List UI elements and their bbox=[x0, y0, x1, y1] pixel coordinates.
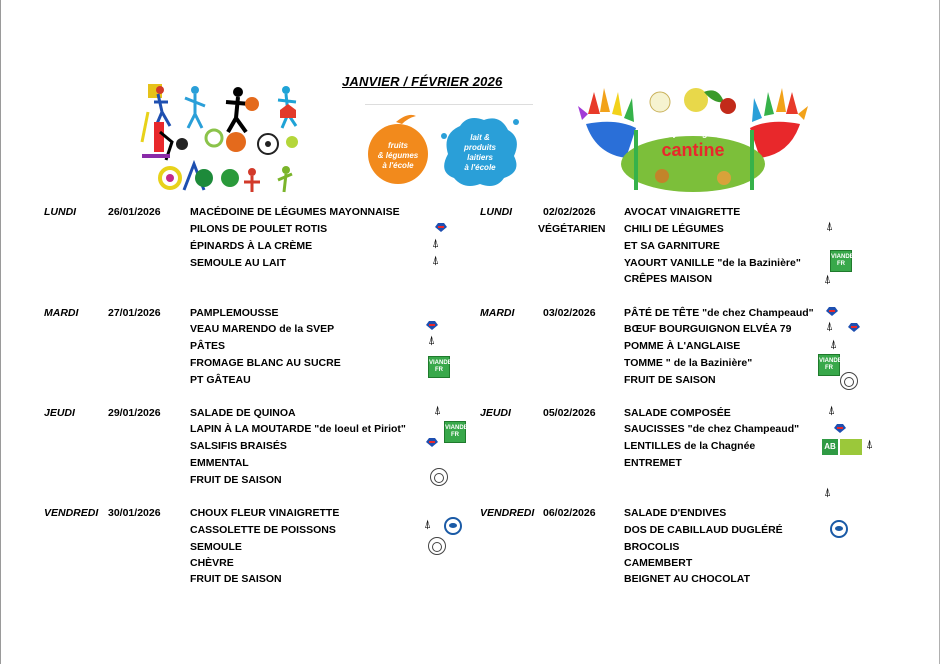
fruits-legumes-ecole-logo bbox=[366, 112, 432, 190]
page-border-left bbox=[0, 0, 1, 664]
eu-organic-leaf-icon bbox=[840, 439, 862, 455]
day-label: LUNDI bbox=[44, 206, 77, 218]
date-label: 26/01/2026 bbox=[108, 206, 161, 218]
day-label: MARDI bbox=[480, 307, 515, 319]
viande-bovine-francaise-icon: VIANDE FR bbox=[818, 354, 840, 376]
pig-origin-icon: ⍋ bbox=[828, 403, 836, 417]
pig-origin-icon: ⍋ bbox=[424, 517, 432, 531]
menu-item: FRUIT DE SAISON bbox=[190, 573, 282, 585]
menu-item: PAMPLEMOUSSE bbox=[190, 307, 279, 319]
date-label: 05/02/2026 bbox=[543, 407, 596, 419]
menu-item: LENTILLES de la Chagnée bbox=[624, 440, 756, 452]
menu-item: SALSIFIS BRAISÉS bbox=[190, 440, 287, 452]
day-note: VÉGÉTARIEN bbox=[538, 223, 606, 235]
date-label: 29/01/2026 bbox=[108, 407, 161, 419]
bleu-blanc-coeur-icon bbox=[433, 221, 449, 233]
menu-item: SALADE COMPOSÉE bbox=[624, 407, 731, 419]
bleu-blanc-coeur-icon bbox=[824, 305, 840, 317]
quality-seal-icon bbox=[840, 372, 858, 390]
pig-origin-icon: ⍋ bbox=[824, 485, 832, 499]
pig-origin-icon: ⍋ bbox=[824, 272, 832, 286]
pig-origin-icon: ⍋ bbox=[432, 253, 440, 267]
ab-bio-icon: AB bbox=[822, 439, 838, 455]
menu-item: CASSOLETTE DE POISSONS bbox=[190, 524, 336, 536]
menu-item: BROCOLIS bbox=[624, 541, 680, 553]
pig-origin-icon: ⍋ bbox=[432, 236, 440, 250]
date-label: 30/01/2026 bbox=[108, 507, 161, 519]
pig-origin-icon: ⍋ bbox=[826, 319, 834, 333]
date-label: 06/02/2026 bbox=[543, 507, 596, 519]
menu-item: FROMAGE BLANC AU SUCRE bbox=[190, 357, 341, 369]
menu-item: YAOURT VANILLE "de la Bazinière" bbox=[624, 257, 801, 269]
menu-item: FRUIT DE SAISON bbox=[624, 374, 716, 386]
title-divider bbox=[365, 104, 533, 105]
menu-item: CHOUX FLEUR VINAIGRETTE bbox=[190, 507, 340, 519]
pig-origin-icon: ⍋ bbox=[826, 219, 834, 233]
day-label: JEUDI bbox=[480, 407, 511, 419]
menu-item: ENTREMET bbox=[624, 457, 682, 469]
menu-item: CHILI DE LÉGUMES bbox=[624, 223, 724, 235]
date-label: 03/02/2026 bbox=[543, 307, 596, 319]
day-label: VENDREDI bbox=[44, 507, 99, 519]
menu-item: VEAU MARENDO de la SVEP bbox=[190, 323, 335, 335]
menu-item: SAUCISSES "de chez Champeaud" bbox=[624, 423, 800, 435]
quality-seal-icon bbox=[428, 537, 446, 555]
menu-item: SALADE DE QUINOA bbox=[190, 407, 296, 419]
pig-origin-icon: ⍋ bbox=[434, 403, 442, 417]
pig-origin-icon: ⍋ bbox=[428, 333, 436, 347]
svg-text:à l'école: à l'école bbox=[464, 163, 496, 172]
cantine-hands-logo bbox=[578, 84, 808, 194]
menu-item: PILONS DE POULET ROTIS bbox=[190, 223, 328, 235]
lait-produits-laitiers-ecole-logo bbox=[438, 114, 522, 190]
menu-item: ÉPINARDS À LA CRÈME bbox=[190, 240, 313, 252]
viande-bovine-francaise-icon: VIANDE FR bbox=[830, 250, 852, 272]
menu-item: PÂTES bbox=[190, 340, 226, 352]
msc-fish-icon bbox=[830, 520, 848, 538]
svg-text:moi je mange à la: moi je mange à la bbox=[655, 128, 731, 138]
day-label: LUNDI bbox=[480, 206, 513, 218]
svg-text:fruits: fruits bbox=[388, 141, 408, 150]
viande-bovine-francaise-icon: VIANDE FR bbox=[444, 421, 466, 443]
menu-item: BŒUF BOURGUIGNON ELVÉA 79 bbox=[624, 323, 792, 335]
date-label: 02/02/2026 bbox=[543, 206, 596, 218]
day-label: VENDREDI bbox=[480, 507, 535, 519]
bleu-blanc-coeur-icon bbox=[832, 422, 848, 434]
menu-item: CHÈVRE bbox=[190, 557, 234, 569]
menu-item: EMMENTAL bbox=[190, 457, 249, 469]
menu-item: ET SA GARNITURE bbox=[624, 240, 720, 252]
day-label: JEUDI bbox=[44, 407, 75, 419]
quality-seal-icon bbox=[430, 468, 448, 486]
menu-item: CRÊPES MAISON bbox=[624, 273, 713, 285]
menu-item: LAPIN À LA MOUTARDE "de loeul et Piriot" bbox=[190, 423, 406, 435]
date-label: 27/01/2026 bbox=[108, 307, 161, 319]
viande-bovine-francaise-icon: VIANDE FR bbox=[428, 356, 450, 378]
menu-item: BEIGNET AU CHOCOLAT bbox=[624, 573, 750, 585]
svg-text:à l'école: à l'école bbox=[382, 161, 414, 170]
menu-item: FRUIT DE SAISON bbox=[190, 474, 282, 486]
svg-text:lait &: lait & bbox=[470, 133, 490, 142]
menu-item: PT GÂTEAU bbox=[190, 374, 251, 386]
bleu-blanc-coeur-icon bbox=[424, 319, 440, 331]
svg-text:& légumes: & légumes bbox=[377, 151, 419, 160]
day-label: MARDI bbox=[44, 307, 79, 319]
svg-text:laitiers: laitiers bbox=[467, 153, 493, 162]
menu-item: SEMOULE AU LAIT bbox=[190, 257, 286, 269]
msc-fish-icon bbox=[444, 517, 462, 535]
bleu-blanc-coeur-icon bbox=[846, 321, 862, 333]
svg-text:cantine: cantine bbox=[661, 140, 725, 160]
menu-item: DOS DE CABILLAUD DUGLÉRÉ bbox=[624, 524, 783, 536]
sports-collage-icon bbox=[140, 82, 302, 194]
menu-item: TOMME " de la Bazinière" bbox=[624, 357, 753, 369]
menu-item: AVOCAT VINAIGRETTE bbox=[624, 206, 741, 218]
bleu-blanc-coeur-icon bbox=[424, 436, 440, 448]
menu-item: MACÉDOINE DE LÉGUMES MAYONNAISE bbox=[190, 206, 400, 218]
page-title: JANVIER / FÉVRIER 2026 bbox=[342, 74, 503, 89]
menu-item: SALADE D'ENDIVES bbox=[624, 507, 727, 519]
svg-text:produits: produits bbox=[464, 143, 496, 152]
menu-item: SEMOULE bbox=[190, 541, 242, 553]
pig-origin-icon: ⍋ bbox=[866, 437, 874, 451]
menu-item: PÂTÉ DE TÊTE "de chez Champeaud" bbox=[624, 307, 814, 319]
pig-origin-icon: ⍋ bbox=[830, 337, 838, 351]
menu-item: POMME À L'ANGLAISE bbox=[624, 340, 741, 352]
menu-item: CAMEMBERT bbox=[624, 557, 693, 569]
